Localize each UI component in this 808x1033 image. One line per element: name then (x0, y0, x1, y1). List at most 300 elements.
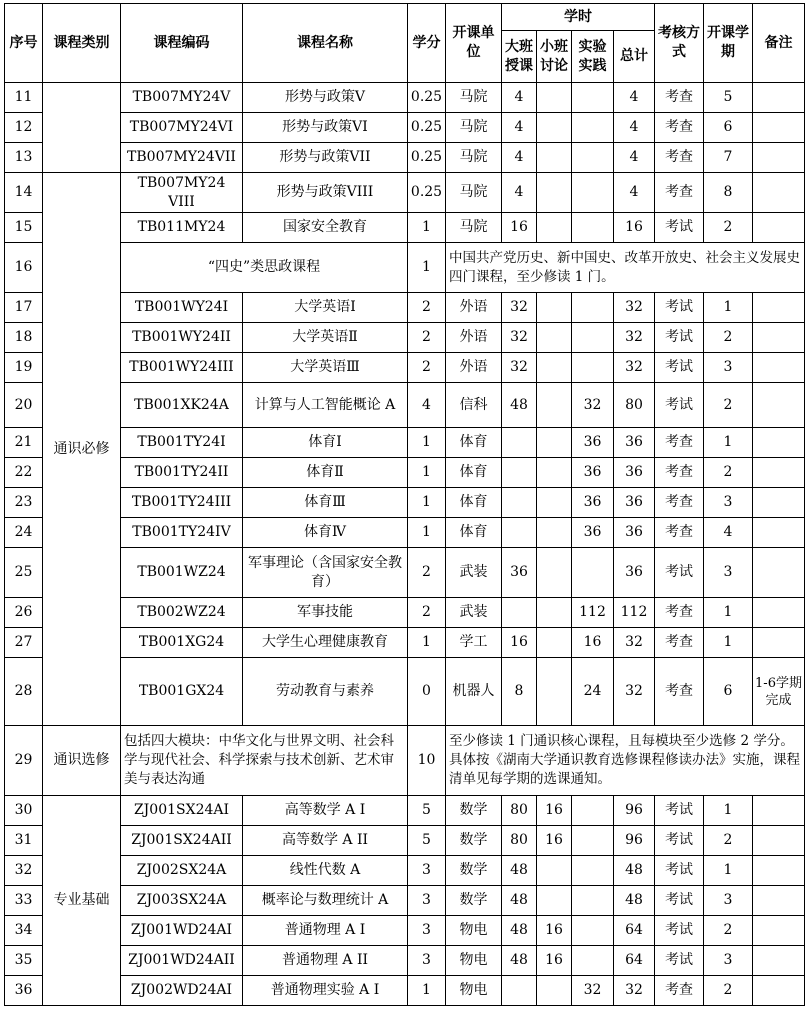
cell-code: ZJ001SX24AII (121, 826, 243, 856)
cell-remark (753, 113, 805, 143)
cell-credit: 0 (408, 658, 446, 726)
table-row (5, 488, 805, 518)
cell-unit: 体育 (446, 488, 502, 518)
cell-seq: 31 (5, 826, 43, 856)
table-row (5, 458, 805, 488)
cell-code: TB007MY24V (121, 83, 243, 113)
cell-total: 4 (614, 83, 655, 113)
header-total: 总计 (614, 31, 655, 83)
cell-lab (572, 173, 614, 213)
course-table (4, 3, 805, 1006)
cell-remark (753, 173, 805, 213)
cell-seminar: 16 (537, 796, 572, 826)
cell-seq: 33 (5, 886, 43, 916)
cell-lab (572, 353, 614, 383)
cell-lecture: 4 (502, 173, 537, 213)
cell-remark (753, 143, 805, 173)
cell-semester: 3 (704, 353, 753, 383)
cell-seq: 25 (5, 548, 43, 598)
cell-assessment: 考查 (655, 458, 704, 488)
cell-unit: 数学 (446, 796, 502, 826)
cell-lab: 32 (572, 383, 614, 428)
cell-assessment: 考查 (655, 628, 704, 658)
table-row (5, 428, 805, 458)
cell-assessment: 考试 (655, 548, 704, 598)
table-row (5, 548, 805, 598)
cell-credit: 2 (408, 598, 446, 628)
cell-code: TB007MY24VII (121, 143, 243, 173)
cell-assessment: 考试 (655, 856, 704, 886)
cell-credit: 1 (408, 428, 446, 458)
table-row (5, 856, 805, 886)
cell-seminar (537, 548, 572, 598)
cell-assessment: 考查 (655, 143, 704, 173)
cell-unit: 马院 (446, 113, 502, 143)
cell-name: 军事技能 (243, 598, 408, 628)
cell-name: 大学生心理健康教育 (243, 628, 408, 658)
cell-unit: 物电 (446, 976, 502, 1006)
cell-code: TB001TY24II (121, 458, 243, 488)
cell-code: TB001GX24 (121, 658, 243, 726)
cell-remark (753, 518, 805, 548)
table-row (5, 293, 805, 323)
cell-remark: 1-6学期完成 (753, 658, 805, 726)
cell-assessment: 考试 (655, 353, 704, 383)
cell-semester: 2 (704, 458, 753, 488)
cell-credit: 1 (408, 488, 446, 518)
cell-credit: 2 (408, 353, 446, 383)
table-row (5, 323, 805, 353)
cell-seminar (537, 143, 572, 173)
cell-name: 体育Ⅲ (243, 488, 408, 518)
cell-lab: 36 (572, 488, 614, 518)
cell-semester: 2 (704, 213, 753, 243)
cell-seq: 18 (5, 323, 43, 353)
cell-name: 国家安全教育 (243, 213, 408, 243)
cell-total: 64 (614, 916, 655, 946)
cell-code: TB001TY24I (121, 428, 243, 458)
table-row (5, 946, 805, 976)
cell-remark (753, 323, 805, 353)
cell-credit: 3 (408, 886, 446, 916)
cell-lecture: 48 (502, 856, 537, 886)
cell-seq: 21 (5, 428, 43, 458)
table-row (5, 598, 805, 628)
cell-total: 36 (614, 488, 655, 518)
cell-seq: 19 (5, 353, 43, 383)
cell-code: TB001TY24IV (121, 518, 243, 548)
cell-seq: 17 (5, 293, 43, 323)
cell-credit: 0.25 (408, 113, 446, 143)
cell-assessment: 考试 (655, 886, 704, 916)
table-row (5, 726, 805, 796)
cell-lecture: 32 (502, 293, 537, 323)
cell-unit: 学工 (446, 628, 502, 658)
cell-seminar (537, 293, 572, 323)
cell-semester: 1 (704, 856, 753, 886)
cell-code: TB001WY24II (121, 323, 243, 353)
cell-unit: 信科 (446, 383, 502, 428)
cell-seq: 29 (5, 726, 43, 796)
cell-unit: 体育 (446, 428, 502, 458)
cell-total: 32 (614, 293, 655, 323)
cell-total: 4 (614, 143, 655, 173)
cell-seminar (537, 518, 572, 548)
cell-lab: 36 (572, 428, 614, 458)
cell-name: 普通物理 A II (243, 946, 408, 976)
cell-assessment: 考试 (655, 293, 704, 323)
cell-lecture (502, 976, 537, 1006)
table-row (5, 113, 805, 143)
cell-seq: 13 (5, 143, 43, 173)
cell-semester: 2 (704, 916, 753, 946)
cell-seminar: 16 (537, 916, 572, 946)
cell-credit: 2 (408, 323, 446, 353)
cell-total: 48 (614, 856, 655, 886)
cell-lecture: 48 (502, 886, 537, 916)
cell-lecture: 48 (502, 916, 537, 946)
cell-lab: 36 (572, 458, 614, 488)
course-table-body (5, 83, 805, 1006)
cell-seminar (537, 213, 572, 243)
cell-remark (753, 826, 805, 856)
cell-lab: 112 (572, 598, 614, 628)
cell-semester: 1 (704, 598, 753, 628)
cell-remark (753, 976, 805, 1006)
cell-assessment: 考试 (655, 383, 704, 428)
cell-seq: 15 (5, 213, 43, 243)
category-general-elective: 通识选修 (43, 726, 121, 796)
cell-remark (753, 428, 805, 458)
cell-seminar: 16 (537, 946, 572, 976)
cell-name: 形势与政策VIII (243, 173, 408, 213)
cell-seq: 11 (5, 83, 43, 113)
header-code: 课程编码 (121, 4, 243, 83)
cell-remark (753, 353, 805, 383)
cell-credit: 1 (408, 628, 446, 658)
cell-remark (753, 598, 805, 628)
cell-remark (753, 293, 805, 323)
cell-seminar (537, 628, 572, 658)
table-row (5, 213, 805, 243)
cell-lecture (502, 488, 537, 518)
cell-lecture: 4 (502, 83, 537, 113)
cell-seminar (537, 173, 572, 213)
cell-lecture (502, 428, 537, 458)
cell-assessment: 考试 (655, 796, 704, 826)
table-row (5, 976, 805, 1006)
cell-semester: 7 (704, 143, 753, 173)
cell-total: 36 (614, 458, 655, 488)
cell-code: TB001WY24I (121, 293, 243, 323)
cell-lab (572, 886, 614, 916)
category-cell-blank (43, 83, 121, 173)
cell-lab (572, 323, 614, 353)
cell-seq: 26 (5, 598, 43, 628)
cell-credit: 5 (408, 826, 446, 856)
cell-remark (753, 213, 805, 243)
header-name: 课程名称 (243, 4, 408, 83)
cell-semester: 6 (704, 113, 753, 143)
cell-lecture (502, 598, 537, 628)
cell-lecture: 16 (502, 628, 537, 658)
cell-name: 高等数学 A II (243, 826, 408, 856)
cell-semester: 3 (704, 886, 753, 916)
cell-seminar (537, 113, 572, 143)
cell-code: TB007MY24 VIII (121, 173, 243, 213)
header-category: 课程类别 (43, 4, 121, 83)
cell-seq: 27 (5, 628, 43, 658)
cell-lab (572, 796, 614, 826)
cell-lecture: 4 (502, 143, 537, 173)
cell-assessment: 考查 (655, 488, 704, 518)
cell-seminar (537, 323, 572, 353)
table-row (5, 628, 805, 658)
cell-name: “四史”类思政课程 (121, 243, 408, 293)
cell-total: 36 (614, 518, 655, 548)
cell-seq: 14 (5, 173, 43, 213)
cell-name: 高等数学 A I (243, 796, 408, 826)
cell-remark (753, 628, 805, 658)
table-row (5, 353, 805, 383)
cell-lab (572, 143, 614, 173)
header-credit: 学分 (408, 4, 446, 83)
cell-unit: 外语 (446, 293, 502, 323)
cell-total: 36 (614, 548, 655, 598)
cell-semester: 3 (704, 946, 753, 976)
cell-assessment: 考试 (655, 916, 704, 946)
cell-seminar (537, 353, 572, 383)
table-row (5, 243, 805, 293)
cell-lecture: 32 (502, 323, 537, 353)
cell-remark (753, 916, 805, 946)
cell-total: 32 (614, 628, 655, 658)
cell-name: 体育Ⅱ (243, 458, 408, 488)
cell-note: 中国共产党历史、新中国史、改革开放史、社会主义发展史四门课程，至少修读 1 门。 (446, 243, 805, 293)
cell-lab (572, 213, 614, 243)
header-seq: 序号 (5, 4, 43, 83)
header-hours: 学时 (502, 4, 655, 31)
cell-semester: 2 (704, 323, 753, 353)
cell-assessment: 考试 (655, 213, 704, 243)
cell-lecture (502, 518, 537, 548)
cell-lab: 16 (572, 628, 614, 658)
cell-seminar (537, 856, 572, 886)
cell-unit: 体育 (446, 518, 502, 548)
cell-unit: 体育 (446, 458, 502, 488)
cell-name: 体育Ⅳ (243, 518, 408, 548)
cell-lecture: 8 (502, 658, 537, 726)
cell-seq: 36 (5, 976, 43, 1006)
cell-unit: 马院 (446, 83, 502, 113)
cell-lab: 24 (572, 658, 614, 726)
cell-remark (753, 488, 805, 518)
cell-name: 计算与人工智能概论 A (243, 383, 408, 428)
cell-code: TB001TY24III (121, 488, 243, 518)
header-semester: 开课学期 (704, 4, 753, 83)
cell-lecture: 36 (502, 548, 537, 598)
cell-credit: 2 (408, 293, 446, 323)
cell-seminar (537, 598, 572, 628)
cell-semester: 6 (704, 658, 753, 726)
cell-unit: 马院 (446, 143, 502, 173)
cell-assessment: 考试 (655, 946, 704, 976)
cell-name: 体育Ⅰ (243, 428, 408, 458)
cell-seq: 30 (5, 796, 43, 826)
cell-total: 112 (614, 598, 655, 628)
cell-seq: 16 (5, 243, 43, 293)
cell-lab (572, 946, 614, 976)
cell-note: 至少修读 1 门通识核心课程，且每模块至少选修 2 学分。具体按《湖南大学通识教育选修课程修读办法》实施，课程清单见每学期的选课通知。 (446, 726, 805, 796)
cell-seq: 34 (5, 916, 43, 946)
cell-assessment: 考试 (655, 826, 704, 856)
cell-lab (572, 293, 614, 323)
cell-remark (753, 548, 805, 598)
table-row (5, 916, 805, 946)
cell-unit: 数学 (446, 826, 502, 856)
cell-code: TB002WZ24 (121, 598, 243, 628)
cell-lab (572, 826, 614, 856)
cell-total: 16 (614, 213, 655, 243)
cell-semester: 2 (704, 976, 753, 1006)
cell-total: 32 (614, 976, 655, 1006)
cell-semester: 3 (704, 548, 753, 598)
cell-unit: 数学 (446, 886, 502, 916)
cell-code: ZJ002SX24A (121, 856, 243, 886)
cell-code: ZJ001SX24AI (121, 796, 243, 826)
cell-seminar: 16 (537, 826, 572, 856)
cell-total: 96 (614, 796, 655, 826)
table-row (5, 383, 805, 428)
cell-semester: 8 (704, 173, 753, 213)
header-remark: 备注 (753, 4, 805, 83)
cell-assessment: 考查 (655, 658, 704, 726)
cell-code: TB001WY24III (121, 353, 243, 383)
cell-total: 64 (614, 946, 655, 976)
cell-seq: 24 (5, 518, 43, 548)
cell-semester: 1 (704, 796, 753, 826)
header-lecture: 大班授课 (502, 31, 537, 83)
cell-lecture (502, 458, 537, 488)
cell-unit: 外语 (446, 323, 502, 353)
cell-lecture: 48 (502, 383, 537, 428)
cell-assessment: 考试 (655, 323, 704, 353)
table-row (5, 826, 805, 856)
cell-code: ZJ003SX24A (121, 886, 243, 916)
cell-credit: 1 (408, 458, 446, 488)
cell-lab: 36 (572, 518, 614, 548)
cell-credit: 2 (408, 548, 446, 598)
cell-credit: 0.25 (408, 173, 446, 213)
header-lab: 实验实践 (572, 31, 614, 83)
cell-assessment: 考查 (655, 173, 704, 213)
cell-credit: 1 (408, 518, 446, 548)
cell-name: 普通物理 A I (243, 916, 408, 946)
cell-code: TB001WZ24 (121, 548, 243, 598)
cell-lab (572, 83, 614, 113)
cell-lab (572, 113, 614, 143)
cell-lecture: 80 (502, 826, 537, 856)
cell-total: 96 (614, 826, 655, 856)
cell-total: 32 (614, 353, 655, 383)
cell-name: 概率论与数理统计 A (243, 886, 408, 916)
cell-assessment: 考查 (655, 518, 704, 548)
cell-code: TB001XK24A (121, 383, 243, 428)
cell-semester: 3 (704, 488, 753, 518)
cell-semester: 5 (704, 83, 753, 113)
cell-assessment: 考查 (655, 598, 704, 628)
cell-lecture: 32 (502, 353, 537, 383)
cell-remark (753, 946, 805, 976)
cell-lab (572, 548, 614, 598)
cell-name: 形势与政策V (243, 83, 408, 113)
cell-credit: 10 (408, 726, 446, 796)
cell-name: 大学英语Ⅱ (243, 323, 408, 353)
cell-semester: 1 (704, 628, 753, 658)
cell-name: 劳动教育与素养 (243, 658, 408, 726)
header-unit: 开课单位 (446, 4, 502, 83)
cell-seminar (537, 383, 572, 428)
cell-lab: 32 (572, 976, 614, 1006)
cell-unit: 外语 (446, 353, 502, 383)
cell-credit: 5 (408, 796, 446, 826)
cell-lecture: 16 (502, 213, 537, 243)
cell-code: ZJ001WD24AI (121, 916, 243, 946)
cell-seminar (537, 428, 572, 458)
cell-credit: 0.25 (408, 143, 446, 173)
cell-code: TB001XG24 (121, 628, 243, 658)
table-row (5, 143, 805, 173)
cell-credit: 1 (408, 213, 446, 243)
cell-name: 形势与政策VII (243, 143, 408, 173)
table-row (5, 173, 805, 213)
cell-semester: 2 (704, 383, 753, 428)
cell-seq: 23 (5, 488, 43, 518)
cell-code: TB007MY24VI (121, 113, 243, 143)
cell-remark (753, 856, 805, 886)
cell-total: 80 (614, 383, 655, 428)
cell-unit: 数学 (446, 856, 502, 886)
cell-semester: 1 (704, 293, 753, 323)
cell-name: 包括四大模块：中华文化与世界文明、社会科学与现代社会、科学探索与技术创新、艺术审美与表达沟通 (121, 726, 408, 796)
cell-unit: 武装 (446, 548, 502, 598)
cell-name: 大学英语Ⅲ (243, 353, 408, 383)
cell-credit: 1 (408, 243, 446, 293)
cell-total: 32 (614, 658, 655, 726)
cell-unit: 物电 (446, 916, 502, 946)
cell-seminar (537, 886, 572, 916)
cell-credit: 3 (408, 856, 446, 886)
cell-unit: 物电 (446, 946, 502, 976)
cell-lab (572, 916, 614, 946)
cell-seq: 20 (5, 383, 43, 428)
cell-credit: 0.25 (408, 83, 446, 113)
cell-seminar (537, 488, 572, 518)
cell-semester: 2 (704, 826, 753, 856)
cell-assessment: 考查 (655, 428, 704, 458)
cell-credit: 3 (408, 946, 446, 976)
cell-unit: 马院 (446, 213, 502, 243)
cell-seq: 12 (5, 113, 43, 143)
cell-seminar (537, 658, 572, 726)
cell-name: 普通物理实验 A I (243, 976, 408, 1006)
cell-name: 形势与政策VI (243, 113, 408, 143)
cell-lecture: 4 (502, 113, 537, 143)
cell-total: 48 (614, 886, 655, 916)
table-row (5, 886, 805, 916)
cell-assessment: 考查 (655, 976, 704, 1006)
cell-remark (753, 458, 805, 488)
